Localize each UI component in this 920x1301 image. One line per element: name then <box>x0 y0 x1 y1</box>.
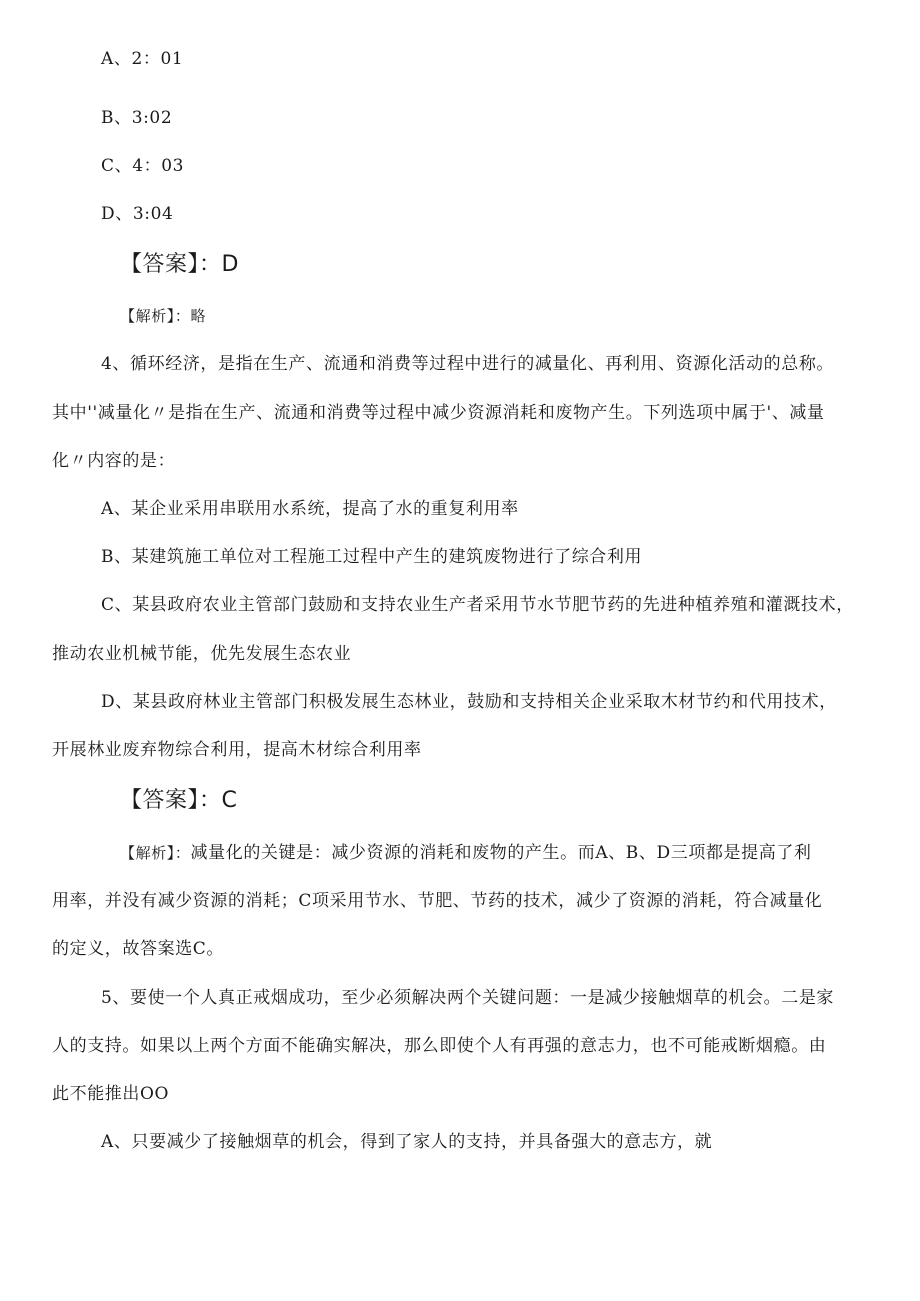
q3-analysis-label: 【解析】： <box>120 307 191 325</box>
q3-analysis <box>120 305 206 327</box>
q5-stem-line-2: 人的支持。如果以上两个方面不能确实解决，那么即使个人有再强的意志力，也不可能戒断烟瘾。由 <box>52 1036 827 1056</box>
q4-answer: 【答案】：C <box>120 788 238 813</box>
q5-option-a: A、只要减少了接触烟草的机会，得到了家人的支持，并具备强大的意志方，就 <box>101 1132 713 1152</box>
q4-option-c-line-2: 推动农业机械节能，优先发展生态农业 <box>52 644 352 664</box>
q4-option-d-line-1: D、某县政府林业主管部门积极发展生态林业，鼓励和支持相关企业采取木材节约和代用技术， <box>101 692 837 712</box>
q4-analysis-line-1 <box>120 842 812 864</box>
q4-stem-line-1: 4、循环经济，是指在生产、流通和消费等过程中进行的减量化、再利用、资源化活动的总称。 <box>101 354 835 374</box>
q3-option-b: B、3:02 <box>101 108 173 128</box>
q4-analysis-text: 减量化的关键是：减少资源的消耗和废物的产生。而A、B、D三项都是提高了利 <box>190 843 812 863</box>
q4-stem-line-3: 化〃内容的是： <box>52 451 176 471</box>
q4-option-b: B、某建筑施工单位对工程施工过程中产生的建筑废物进行了综合利用 <box>101 547 643 567</box>
q5-stem-line-3: 此不能推出OO <box>52 1084 170 1104</box>
q3-option-d: D、3:04 <box>101 204 174 224</box>
q4-stem-line-2: 其中''减量化〃是指在生产、流通和消费等过程中减少资源消耗和废物产生。下列选项中属于'、减量 <box>52 403 825 423</box>
q5-stem-line-1: 5、要使一个人真正戒烟成功，至少必须解决两个关键问题：一是减少接触烟草的机会。二是家 <box>101 988 835 1008</box>
q3-answer: 【答案】：D <box>120 252 239 277</box>
q3-analysis-text: 略 <box>190 307 207 325</box>
q4-analysis-label: 【解析】： <box>120 844 191 862</box>
q4-analysis-line-2: 用率，并没有减少资源的消耗；C项采用节水、节肥、节药的技术，减少了资源的消耗，符合减量化 <box>52 891 823 911</box>
q4-option-d-line-2: 开展林业废弃物综合利用，提高木材综合利用率 <box>52 740 422 760</box>
q3-option-c: C、4：03 <box>101 156 185 176</box>
q4-option-c-line-1: C、某县政府农业主管部门鼓励和支持农业生产者采用节水节肥节药的先进种植养殖和灌溉技术， <box>101 595 854 615</box>
q3-option-a: A、2：01 <box>101 49 184 69</box>
q4-option-a: A、某企业采用串联用水系统，提高了水的重复利用率 <box>101 499 519 519</box>
q4-analysis-line-3: 的定义，故答案选C。 <box>52 939 225 959</box>
